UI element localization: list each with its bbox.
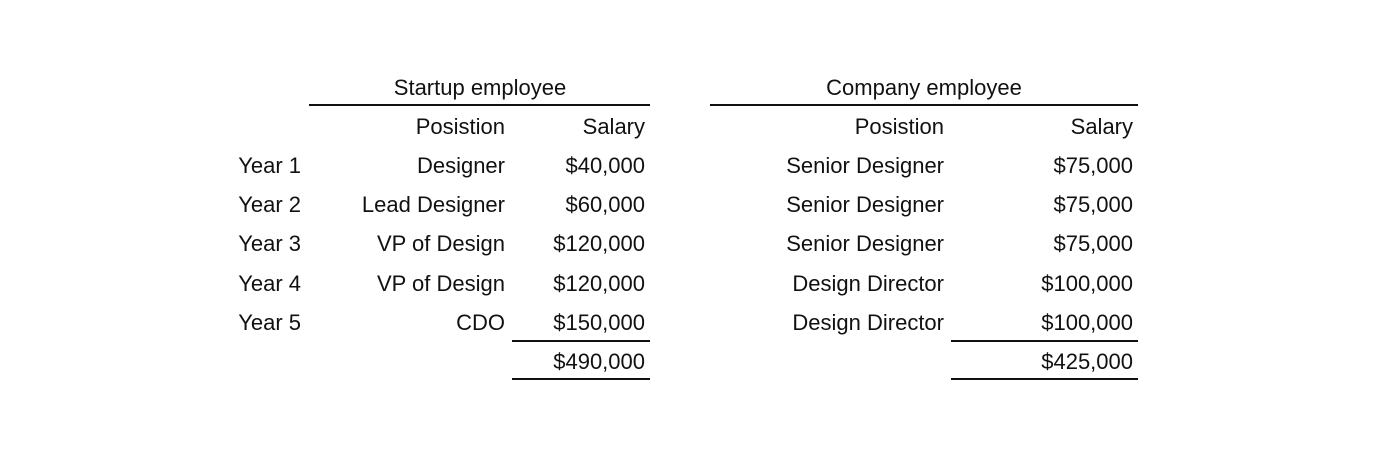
company-position-cell: Design Director xyxy=(792,271,944,296)
company-position-cell: Design Director xyxy=(792,310,944,335)
startup-position-cell: CDO xyxy=(456,310,505,335)
startup-position-header: Posistion xyxy=(415,114,505,139)
company-salary-header: Salary xyxy=(1070,114,1133,139)
startup-salary-cell: $120,000 xyxy=(553,271,645,296)
company-total-top-rule xyxy=(951,340,1138,342)
company-salary-cell: $75,000 xyxy=(1053,153,1133,178)
company-salary-cell: $75,000 xyxy=(1053,231,1133,256)
company-employee-title: Company employee xyxy=(826,75,1022,100)
company-position-header: Posistion xyxy=(854,114,944,139)
year-label: Year 1 xyxy=(238,153,301,178)
startup-position-cell: Lead Designer xyxy=(361,192,505,217)
startup-salary-cell: $150,000 xyxy=(553,310,645,335)
year-label: Year 5 xyxy=(238,310,301,335)
startup-total: $490,000 xyxy=(553,349,645,374)
startup-total-bottom-rule xyxy=(512,378,650,380)
startup-employee-title: Startup employee xyxy=(393,75,567,100)
company-total: $425,000 xyxy=(1041,349,1133,374)
startup-title-rule xyxy=(309,104,650,106)
company-salary-cell: $100,000 xyxy=(1041,310,1133,335)
company-total-bottom-rule xyxy=(951,378,1138,380)
startup-position-cell: VP of Design xyxy=(376,271,505,296)
startup-salary-cell: $120,000 xyxy=(553,231,645,256)
company-position-cell: Senior Designer xyxy=(786,153,944,178)
startup-salary-cell: $60,000 xyxy=(565,192,645,217)
year-label: Year 4 xyxy=(238,271,301,296)
company-position-cell: Senior Designer xyxy=(786,231,944,256)
startup-salary-cell: $40,000 xyxy=(565,153,645,178)
startup-position-cell: VP of Design xyxy=(376,231,505,256)
startup-total-top-rule xyxy=(512,340,650,342)
year-label: Year 2 xyxy=(238,192,301,217)
company-salary-cell: $100,000 xyxy=(1041,271,1133,296)
startup-position-cell: Designer xyxy=(416,153,505,178)
company-salary-cell: $75,000 xyxy=(1053,192,1133,217)
company-title-rule xyxy=(710,104,1138,106)
company-position-cell: Senior Designer xyxy=(786,192,944,217)
year-label: Year 3 xyxy=(238,231,301,256)
startup-salary-header: Salary xyxy=(582,114,645,139)
